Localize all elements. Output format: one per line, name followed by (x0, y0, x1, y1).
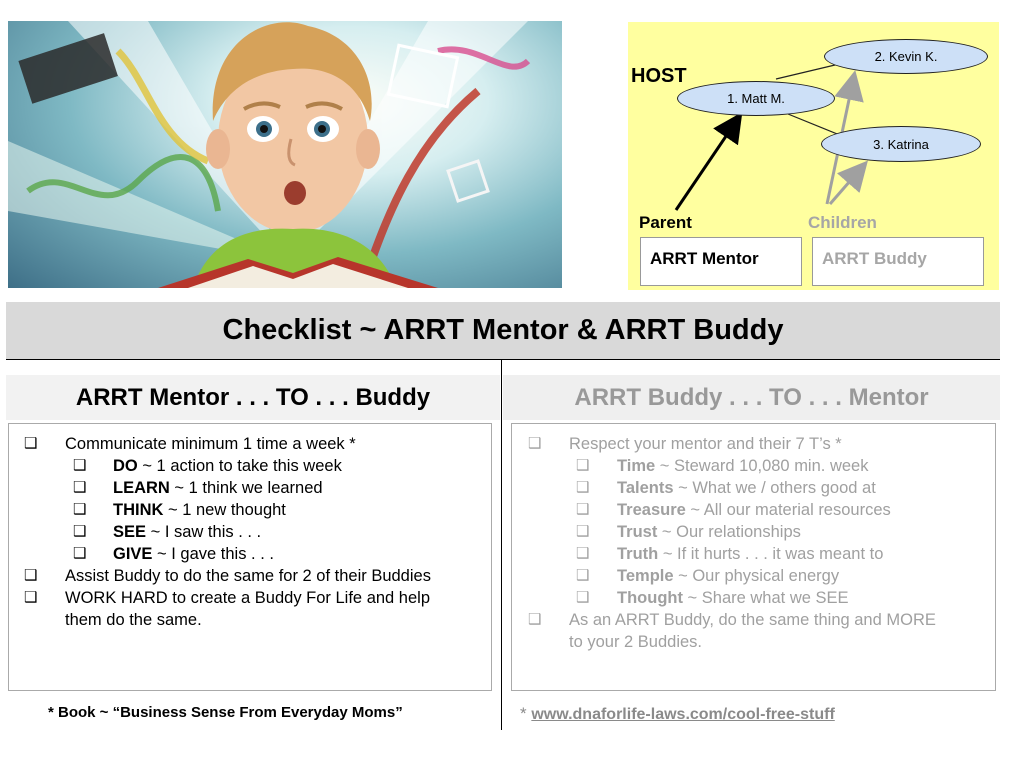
mentor-box: ARRT Mentor (640, 237, 802, 286)
sub-item (617, 477, 876, 499)
list-item: WORK HARD to create a Buddy For Life and help (65, 589, 430, 607)
page-title: Checklist ~ ARRT Mentor & ARRT Buddy (6, 302, 1000, 359)
checkbox-icon[interactable]: ❑ (576, 545, 590, 562)
sub-item-key: Time (617, 457, 656, 475)
checkbox-icon[interactable]: ❑ (528, 435, 542, 452)
sub-item-text: ~ What we / others good at (673, 479, 876, 497)
node-matt: 1. Matt M. (677, 81, 835, 116)
checkbox-icon[interactable]: ❑ (576, 501, 590, 518)
hero-image (8, 21, 562, 288)
sub-item (113, 543, 274, 565)
sub-item (617, 587, 849, 609)
sub-item-key: Talents (617, 479, 674, 497)
sub-item-key: Treasure (617, 501, 686, 519)
list-item: Respect your mentor and their 7 T’s * (569, 435, 842, 453)
sub-item (113, 477, 323, 499)
checkbox-icon[interactable]: ❑ (73, 479, 87, 496)
mentor-checklist (8, 423, 492, 691)
website-footnote (520, 704, 835, 724)
sub-item-key: DO (113, 457, 138, 475)
mentor-column-heading: ARRT Mentor . . . TO . . . Buddy (6, 375, 500, 420)
sub-item-text: ~ 1 new thought (163, 501, 286, 519)
checkbox-icon[interactable]: ❑ (73, 457, 87, 474)
sub-item-text: ~ All our material resources (685, 501, 891, 519)
book-footnote: * Book ~ “Business Sense From Everyday Moms” (48, 704, 403, 721)
sub-item-text: ~ If it hurts . . . it was meant to (658, 545, 884, 563)
buddy-checklist (511, 423, 996, 691)
sub-item-key: Truth (617, 545, 659, 563)
checkbox-icon[interactable]: ❑ (73, 501, 87, 518)
sub-item-key: Thought (617, 589, 683, 607)
child-reading-book-image (8, 21, 562, 288)
sub-item (113, 499, 286, 521)
column-divider (501, 360, 502, 730)
list-item: Communicate minimum 1 time a week * (65, 435, 356, 453)
node-katrina: 3. Katrina (821, 126, 981, 162)
sub-item (113, 521, 261, 543)
checkbox-icon[interactable]: ❑ (576, 523, 590, 540)
sub-item-key: Trust (617, 523, 658, 541)
host-label: HOST (631, 65, 687, 87)
parent-label: Parent (639, 213, 692, 232)
list-item: Assist Buddy to do the same for 2 of their Buddies (65, 567, 431, 585)
checkbox-icon[interactable]: ❑ (24, 435, 38, 452)
footnote-star: * (520, 704, 532, 723)
host-diagram (628, 22, 999, 290)
list-item: As an ARRT Buddy, do the same thing and MORE (569, 611, 936, 629)
list-item-continuation: to your 2 Buddies. (569, 633, 702, 651)
sub-item-key: THINK (113, 501, 164, 519)
checkbox-icon[interactable]: ❑ (576, 479, 590, 496)
sub-item (617, 499, 891, 521)
buddy-column-heading: ARRT Buddy . . . TO . . . Mentor (503, 375, 1000, 420)
children-label: Children (808, 213, 877, 232)
checkbox-icon[interactable]: ❑ (576, 457, 590, 474)
node-kevin: 2. Kevin K. (824, 39, 988, 74)
checkbox-icon[interactable]: ❑ (528, 611, 542, 628)
sub-item (113, 455, 342, 477)
sub-item-text: ~ I saw this . . . (146, 523, 262, 541)
website-link[interactable]: www.dnaforlife-laws.com/cool-free-stuff (531, 706, 835, 723)
checkbox-icon[interactable]: ❑ (24, 589, 38, 606)
checkbox-icon[interactable]: ❑ (576, 567, 590, 584)
sub-item-text: ~ Share what we SEE (682, 589, 849, 607)
sub-item-key: GIVE (113, 545, 153, 563)
sub-item-text: ~ 1 think we learned (169, 479, 323, 497)
sub-item-key: LEARN (113, 479, 170, 497)
sub-item (617, 521, 801, 543)
sub-item-text: ~ 1 action to take this week (137, 457, 342, 475)
checkbox-icon[interactable]: ❑ (24, 567, 38, 584)
checkbox-icon[interactable]: ❑ (73, 545, 87, 562)
buddy-box: ARRT Buddy (812, 237, 984, 286)
list-item-continuation: them do the same. (65, 611, 202, 629)
sub-item-key: SEE (113, 523, 147, 541)
sub-item (617, 565, 839, 587)
title-divider (6, 359, 1000, 360)
checkbox-icon[interactable]: ❑ (73, 523, 87, 540)
parent-arrow (676, 117, 739, 210)
sub-item-text: ~ I gave this . . . (152, 545, 274, 563)
sub-item-text: ~ Steward 10,080 min. week (655, 457, 869, 475)
sub-item-text: ~ Our relationships (657, 523, 801, 541)
sub-item-text: ~ Our physical energy (673, 567, 840, 585)
checkbox-icon[interactable]: ❑ (576, 589, 590, 606)
sub-item (617, 543, 883, 565)
sub-item (617, 455, 868, 477)
sub-item-key: Temple (617, 567, 674, 585)
